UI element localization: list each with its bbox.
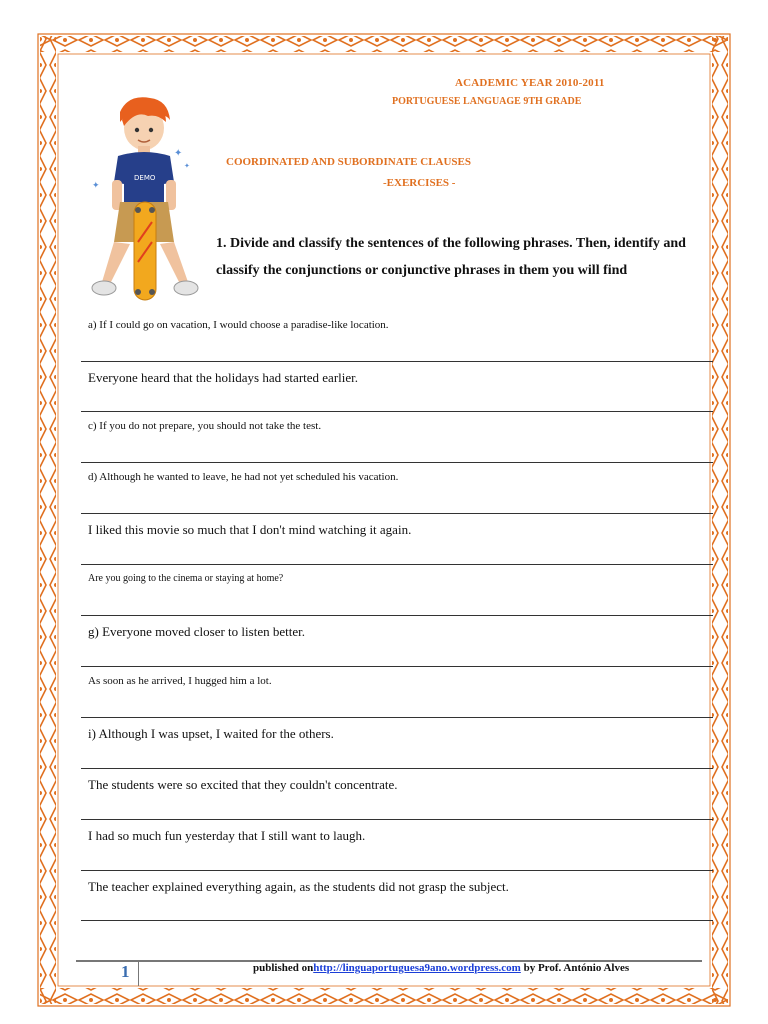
page-number-divider <box>138 962 139 986</box>
answer-line <box>81 615 713 616</box>
svg-text:✦: ✦ <box>184 162 190 170</box>
exercise-instructions: 1. Divide and classify the sentences of the following phrases. Then, identify and classify the conjunctions or conjunctive phrases in them you will find <box>216 236 686 278</box>
worksheet-subtitle: -EXERCISES - <box>383 177 456 189</box>
footer-credit <box>253 962 629 974</box>
svg-text:✦: ✦ <box>92 180 100 190</box>
answer-line <box>81 717 713 718</box>
answer-line <box>81 819 713 820</box>
svg-text:DEMO: DEMO <box>134 174 156 182</box>
exercise-item: c) If you do not prepare, you should not take the test. <box>88 420 322 432</box>
answer-line <box>81 564 713 565</box>
footer-website-link[interactable]: http://linguaportuguesa9ano.wordpress.com <box>313 962 521 974</box>
exercise-item: g) Everyone moved closer to listen better. <box>88 624 305 639</box>
footer-author: by Prof. António Alves <box>520 962 630 974</box>
exercise-item: i) Although I was upset, I waited for the others. <box>88 726 334 741</box>
exercise-item: The students were so excited that they couldn't concentrate. <box>88 777 398 792</box>
page-number: 1 <box>121 962 130 981</box>
answer-line <box>81 462 713 463</box>
exercise-item: As soon as he arrived, I hugged him a lot. <box>88 675 272 687</box>
answer-line <box>81 411 713 412</box>
course-name: PORTUGUESE LANGUAGE 9TH GRADE <box>392 96 582 107</box>
exercise-item: I liked this movie so much that I don't mind watching it again. <box>88 522 412 537</box>
answer-line <box>81 513 713 514</box>
academic-year: ACADEMIC YEAR 2010-2011 <box>455 77 605 89</box>
exercise-item: The teacher explained everything again, as the students did not grasp the subject. <box>88 879 509 894</box>
answer-line <box>81 361 713 362</box>
answer-line <box>81 666 713 667</box>
exercise-item: I had so much fun yesterday that I still want to laugh. <box>88 828 366 843</box>
answer-line <box>81 920 713 921</box>
exercise-item: a) If I could go on vacation, I would choose a paradise-like location. <box>88 319 389 331</box>
svg-text:✦: ✦ <box>174 148 183 159</box>
exercise-item: d) Although he wanted to leave, he had not yet scheduled his vacation. <box>88 471 399 483</box>
exercise-item: Everyone heard that the holidays had started earlier. <box>88 370 359 385</box>
exercise-item: Are you going to the cinema or staying at home? <box>88 573 284 584</box>
answer-line <box>81 768 713 769</box>
answer-line <box>81 870 713 871</box>
worksheet-title: COORDINATED AND SUBORDINATE CLAUSES <box>226 156 471 168</box>
boy-with-skateboard-illustration <box>78 92 208 302</box>
footer-published-label: published on <box>253 962 314 974</box>
